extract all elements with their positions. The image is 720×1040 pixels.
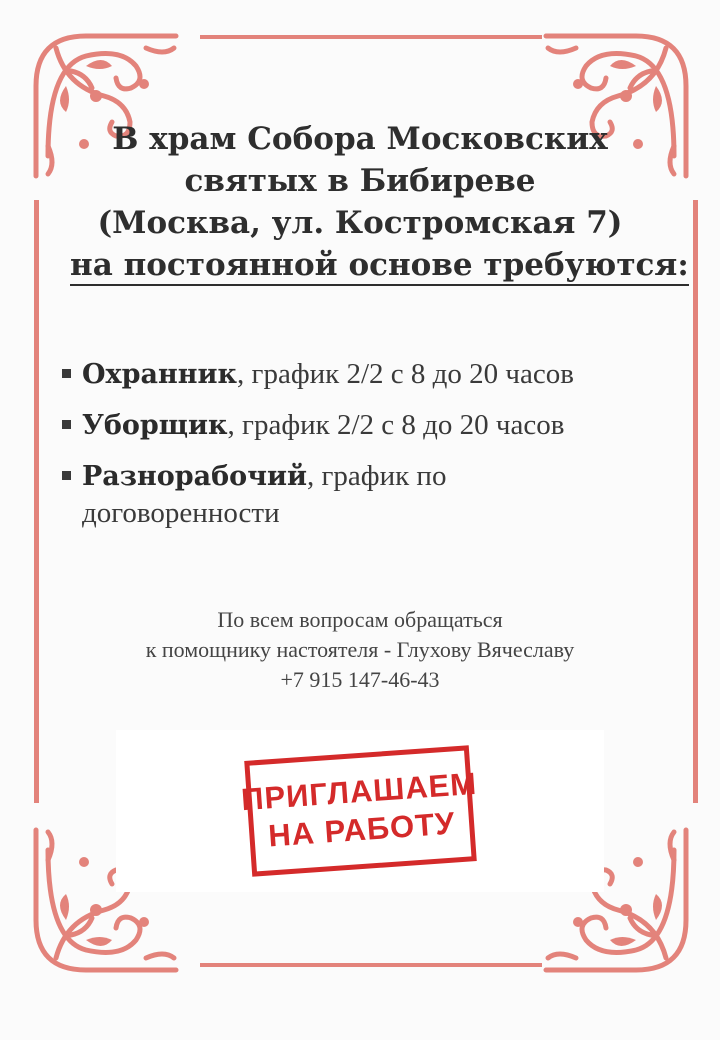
- list-item: [60, 356, 680, 393]
- contact-phone: +7 915 147-46-43: [280, 667, 440, 692]
- stamp-line-1: ПРИГЛАШАЕМ: [240, 765, 479, 818]
- stamp-line-2: НА РАБОТУ: [267, 805, 457, 854]
- job-list: [60, 356, 680, 545]
- contact-info: [60, 605, 660, 695]
- job-details: , график по: [307, 460, 447, 492]
- job-details: , график 2/2 с 8 до 20 часов: [237, 358, 574, 390]
- job-role: Охранник: [82, 359, 238, 390]
- title-line-4-underlined: на постоянной основе требуются:: [70, 246, 689, 286]
- title-line-2: святых в Бибиреве: [184, 163, 536, 199]
- frame-left-line: [34, 200, 39, 803]
- frame-right-line: [693, 200, 698, 803]
- bullet-square-icon: [62, 471, 71, 480]
- title-line-3: (Москва, ул. Костромская 7): [97, 205, 623, 241]
- bullet-square-icon: [62, 369, 71, 378]
- bullet-square-icon: [62, 420, 71, 429]
- flyer-title: [70, 118, 689, 286]
- contact-line-1: По всем вопросам обращаться: [217, 607, 503, 632]
- frame-bottom-line: [200, 963, 542, 967]
- hiring-banner: [116, 730, 604, 892]
- list-item: [60, 407, 680, 444]
- frame-top-line: [200, 35, 542, 39]
- list-item: [60, 458, 680, 531]
- job-role: Уборщик: [82, 410, 228, 441]
- contact-line-2: к помощнику настоятеля - Глухову Вячеславу: [145, 637, 575, 662]
- job-details-continued: договоренности: [82, 497, 280, 529]
- job-role: Разнорабочий: [82, 461, 308, 492]
- job-details: , график 2/2 с 8 до 20 часов: [227, 409, 565, 441]
- hiring-stamp: [240, 745, 479, 876]
- title-line-1: В храм Собора Московских: [112, 121, 608, 157]
